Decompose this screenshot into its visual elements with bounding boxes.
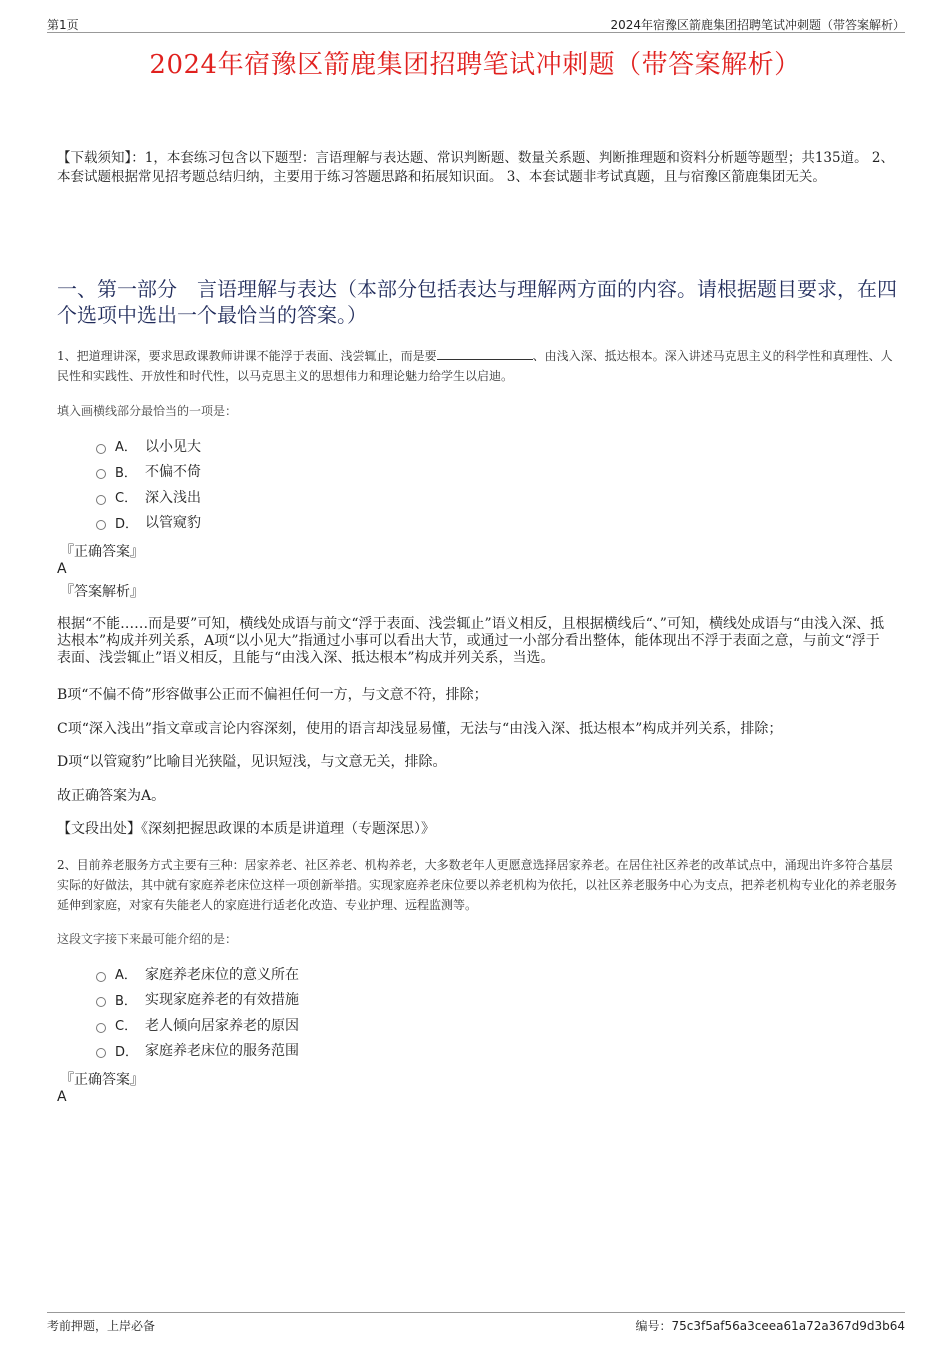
header-doc-title: 2024年宿豫区箭鹿集团招聘笔试冲刺题（带答案解析） [610,18,905,32]
page-footer [47,1312,905,1333]
analysis-paragraph-4: D项“以管窥豹”比喻目光狭隘，见识短浅，与文意无关，排除。 [57,754,447,770]
analysis-paragraph-1: 根据“不能……而是要”可知，横线处成语与前文“浮于表面、浅尝辄止”语义相反，且根据横线后“、”可知，横线处成语与“由浅入深、抵达根本”构成并列关系，A项“以小见大”指通过小事可以看出大节，或通过一小部分看出整体，能体现出不浮于表面之意，与前文“浮于表面、浅尝辄止”语义相反，且能与“由浅入深、抵达根本”构成并列关系，当选。 [57,616,885,666]
option-a[interactable]: A． 家庭养老床位的意义所在 [96,961,299,987]
correct-answer: A [57,1089,67,1105]
radio-icon[interactable] [96,1048,106,1058]
source-citation: 【文段出处】《深刻把握思政课的本质是讲道理（专题深思）》 [57,821,435,837]
radio-icon[interactable] [96,520,106,530]
radio-icon[interactable] [96,972,106,982]
option-d[interactable]: D． 以管窥豹 [96,510,201,536]
document-title: 2024年宿豫区箭鹿集团招聘笔试冲刺题（带答案解析） [149,50,801,80]
section-title: 一、第一部分 言语理解与表达（本部分包括表达与理解两方面的内容。请根据题目要求，在四个选项中选出一个最恰当的答案。） [57,277,897,327]
answer-blank [437,347,533,360]
correct-answer-label: 『正确答案』 [60,1072,144,1088]
radio-icon[interactable] [96,444,106,454]
analysis-paragraph-2: B项“不偏不倚”形容做事公正而不偏袒任何一方，与文意不符，排除； [57,687,488,703]
page-header [47,14,905,33]
analysis-label: 『答案解析』 [60,584,144,600]
document-code: 编号：75c3f5af56a3ceea61a72a367d9d3b64 [635,1319,905,1333]
option-b[interactable]: B． 不偏不倚 [96,459,201,485]
question-2-prompt: 这段文字接下来最可能介绍的是： [57,932,238,946]
option-d[interactable]: D． 家庭养老床位的服务范围 [96,1038,299,1064]
option-c[interactable]: C． 深入浅出 [96,484,201,510]
option-a[interactable]: A． 以小见大 [96,433,201,459]
question-1-prompt: 填入画横线部分最恰当的一项是： [57,404,238,418]
option-b[interactable]: B． 实现家庭养老的有效措施 [96,987,299,1013]
option-c[interactable]: C． 老人倾向居家养老的原因 [96,1012,299,1038]
question-1-text: 1、把道理讲深，要求思政课教师讲课不能浮于表面、浅尝辄止，而是要 、由浅入深、抵达根本。深入讲述马克思主义的科学性和真理性、人民性和实践性、开放性和时代性，以马克思主义的思想伟力和理论魅力给学生以启迪。 [57,349,893,383]
radio-icon[interactable] [96,997,106,1007]
radio-icon[interactable] [96,495,106,505]
analysis-paragraph-3: C项“深入浅出”指文章或言论内容深刻，使用的语言却浅显易懂，无法与“由浅入深、抵达根本”构成并列关系，排除； [57,721,783,737]
question-1-options [96,433,201,535]
download-notice: 【下载须知】：1，本套练习包含以下题型：言语理解与表达题、常识判断题、数量关系题、判断推理题和资料分析题等题型；共135道。 2、本套试题根据常见招考题总结归纳，主要用于练习答题思路和拓展知识面。 3、本套试题非考试真题，且与宿豫区箭鹿集团无关。 [57,150,894,185]
radio-icon[interactable] [96,469,106,479]
footer-slogan: 考前押题，上岸必备 [47,1319,156,1333]
page-number: 第1页 [47,18,79,32]
analysis-conclusion: 故正确答案为A。 [57,788,166,804]
question-2-options [96,961,299,1063]
correct-answer-label: 『正确答案』 [60,544,144,560]
question-2-text: 2、目前养老服务方式主要有三种：居家养老、社区养老、机构养老，大多数老年人更愿意选择居家养老。在居住社区养老的改革试点中，涌现出许多符合基层实际的好做法，其中就有家庭养老床位这样一项创新举措。实现家庭养老床位要以养老机构为依托，以社区养老服务中心为支点，把养老机构专业化的养老服务延伸到家庭，对家有失能老人的家庭进行适老化改造、专业护理、远程监测等。 [57,858,898,912]
correct-answer: A [57,561,67,577]
radio-icon[interactable] [96,1023,106,1033]
